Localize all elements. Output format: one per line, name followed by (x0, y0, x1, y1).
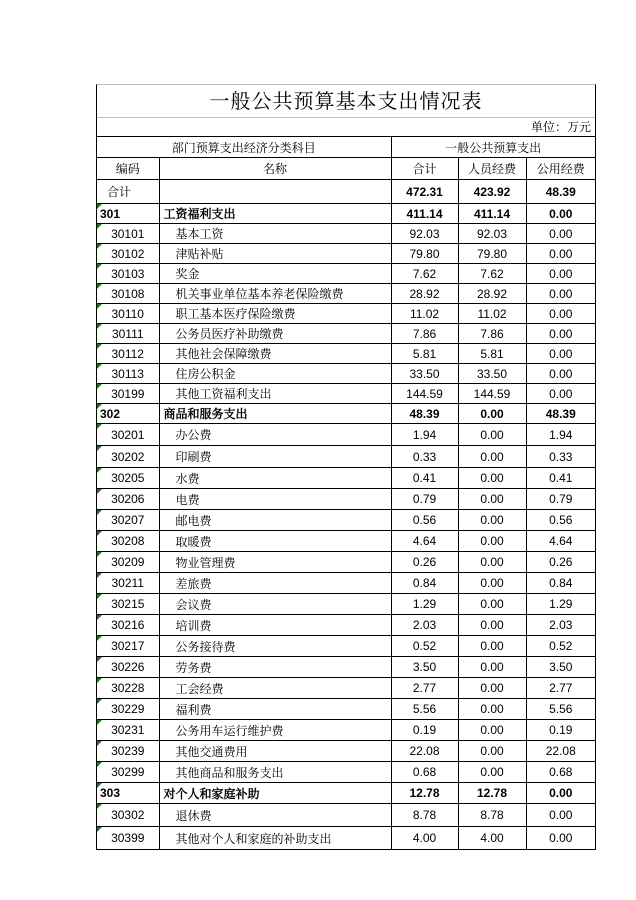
row-name: 基本工资 (159, 224, 391, 244)
total-name-empty (159, 180, 391, 204)
total-label: 合计 (97, 180, 159, 204)
row-code: 30229 (97, 699, 159, 720)
table-row (97, 510, 595, 531)
row-name: 公务员医疗补助缴费 (159, 324, 391, 344)
row-code: 30111 (97, 324, 159, 344)
cell-indicator-icon (97, 783, 102, 788)
cell-indicator-icon (97, 224, 102, 229)
row-total: 92.03 (391, 224, 458, 244)
row-total: 22.08 (391, 741, 458, 762)
row-total: 2.77 (391, 678, 458, 699)
row-personnel: 4.00 (458, 827, 526, 850)
cell-indicator-icon (97, 468, 102, 473)
cell-indicator-icon (97, 678, 102, 683)
row-code: 301 (97, 204, 159, 224)
table-row (97, 720, 595, 741)
table-row (97, 344, 595, 364)
table-row (97, 489, 595, 510)
row-name: 邮电费 (159, 510, 391, 531)
row-total: 0.79 (391, 489, 458, 510)
table-row (97, 244, 595, 264)
header-public: 公用经费 (526, 158, 595, 180)
row-name: 其他对个人和家庭的补助支出 (159, 827, 391, 850)
row-name: 职工基本医疗保险缴费 (159, 304, 391, 324)
table-row (97, 573, 595, 594)
row-personnel: 0.00 (458, 594, 526, 615)
cell-indicator-icon (97, 573, 102, 578)
table-row (97, 762, 595, 783)
row-code: 30216 (97, 615, 159, 636)
row-public: 0.68 (526, 762, 595, 783)
row-personnel: 0.00 (458, 741, 526, 762)
row-personnel: 0.00 (458, 573, 526, 594)
table-row (97, 531, 595, 552)
table-row (97, 284, 595, 304)
row-code: 30201 (97, 424, 159, 446)
row-personnel: 8.78 (458, 804, 526, 827)
row-code: 30113 (97, 364, 159, 384)
cell-indicator-icon (97, 424, 102, 429)
row-public: 0.00 (526, 324, 595, 344)
unit-label: 单位：万元 (97, 118, 595, 137)
table-row (97, 384, 595, 404)
row-public: 0.56 (526, 510, 595, 531)
row-public: 0.00 (526, 244, 595, 264)
header-name: 名称 (159, 158, 391, 180)
row-personnel: 0.00 (458, 636, 526, 657)
header-total: 合计 (391, 158, 458, 180)
table-row (97, 678, 595, 699)
row-total: 0.56 (391, 510, 458, 531)
header-category: 部门预算支出经济分类科目 (97, 137, 391, 158)
row-public: 0.84 (526, 573, 595, 594)
row-name: 其他交通费用 (159, 741, 391, 762)
row-code: 30208 (97, 531, 159, 552)
row-total: 7.86 (391, 324, 458, 344)
budget-table (97, 137, 595, 850)
row-code: 30202 (97, 446, 159, 468)
row-public: 0.79 (526, 489, 595, 510)
row-total: 3.50 (391, 657, 458, 678)
row-total: 0.84 (391, 573, 458, 594)
row-public: 0.00 (526, 783, 595, 804)
row-total: 1.94 (391, 424, 458, 446)
row-personnel: 0.00 (458, 615, 526, 636)
row-total: 7.62 (391, 264, 458, 284)
row-public: 1.29 (526, 594, 595, 615)
row-total: 33.50 (391, 364, 458, 384)
row-code: 30239 (97, 741, 159, 762)
cell-indicator-icon (97, 552, 102, 557)
table-row (97, 804, 595, 827)
row-name: 工会经费 (159, 678, 391, 699)
row-total: 28.92 (391, 284, 458, 304)
row-name: 其他社会保障缴费 (159, 344, 391, 364)
row-total: 0.26 (391, 552, 458, 573)
row-public: 22.08 (526, 741, 595, 762)
table-row (97, 741, 595, 762)
table-row (97, 636, 595, 657)
row-total: 5.81 (391, 344, 458, 364)
row-public: 0.19 (526, 720, 595, 741)
total-public: 48.39 (526, 180, 595, 204)
table-row (97, 324, 595, 344)
row-code: 30228 (97, 678, 159, 699)
cell-indicator-icon (97, 699, 102, 704)
row-name: 公务接待费 (159, 636, 391, 657)
cell-indicator-icon (97, 284, 102, 289)
row-public: 0.00 (526, 364, 595, 384)
table-row (97, 224, 595, 244)
row-total: 411.14 (391, 204, 458, 224)
row-code: 30199 (97, 384, 159, 404)
row-total: 48.39 (391, 404, 458, 424)
cell-indicator-icon (97, 489, 102, 494)
row-name: 商品和服务支出 (159, 404, 391, 424)
cell-indicator-icon (97, 657, 102, 662)
row-public: 1.94 (526, 424, 595, 446)
row-name: 津贴补贴 (159, 244, 391, 264)
row-code: 30108 (97, 284, 159, 304)
row-public: 5.56 (526, 699, 595, 720)
row-name: 取暖费 (159, 531, 391, 552)
row-code: 30112 (97, 344, 159, 364)
row-code: 30102 (97, 244, 159, 264)
cell-indicator-icon (97, 720, 102, 725)
row-name: 机关事业单位基本养老保险缴费 (159, 284, 391, 304)
cell-indicator-icon (97, 636, 102, 641)
row-personnel: 411.14 (458, 204, 526, 224)
row-personnel: 0.00 (458, 468, 526, 489)
row-public: 0.00 (526, 284, 595, 304)
cell-indicator-icon (97, 827, 102, 832)
table-row (97, 264, 595, 284)
row-public: 0.52 (526, 636, 595, 657)
row-personnel: 5.81 (458, 344, 526, 364)
cell-indicator-icon (97, 244, 102, 249)
table-row (97, 594, 595, 615)
row-total: 1.29 (391, 594, 458, 615)
row-total: 5.56 (391, 699, 458, 720)
cell-indicator-icon (97, 446, 102, 451)
row-name: 劳务费 (159, 657, 391, 678)
row-name: 培训费 (159, 615, 391, 636)
row-name: 电费 (159, 489, 391, 510)
row-personnel: 0.00 (458, 720, 526, 741)
row-code: 30217 (97, 636, 159, 657)
row-code: 30215 (97, 594, 159, 615)
row-public: 0.26 (526, 552, 595, 573)
header-code: 编码 (97, 158, 159, 180)
category-row (97, 783, 595, 804)
row-personnel: 0.00 (458, 531, 526, 552)
cell-indicator-icon (97, 344, 102, 349)
row-personnel: 7.86 (458, 324, 526, 344)
row-public: 0.00 (526, 827, 595, 850)
row-name: 奖金 (159, 264, 391, 284)
table-row (97, 657, 595, 678)
row-name: 福利费 (159, 699, 391, 720)
row-public: 0.00 (526, 344, 595, 364)
row-public: 0.00 (526, 224, 595, 244)
row-personnel: 28.92 (458, 284, 526, 304)
row-total: 8.78 (391, 804, 458, 827)
table-row (97, 615, 595, 636)
row-public: 0.33 (526, 446, 595, 468)
table-row (97, 424, 595, 446)
row-public: 4.64 (526, 531, 595, 552)
row-code: 302 (97, 404, 159, 424)
table-row (97, 552, 595, 573)
row-code: 30209 (97, 552, 159, 573)
header-row-columns (97, 158, 595, 180)
total-personnel: 423.92 (458, 180, 526, 204)
row-personnel: 11.02 (458, 304, 526, 324)
budget-sheet (96, 84, 596, 850)
cell-indicator-icon (97, 264, 102, 269)
row-total: 4.00 (391, 827, 458, 850)
row-personnel: 144.59 (458, 384, 526, 404)
row-code: 30207 (97, 510, 159, 531)
row-name: 住房公积金 (159, 364, 391, 384)
header-row-group (97, 137, 595, 158)
row-code: 30299 (97, 762, 159, 783)
row-total: 0.19 (391, 720, 458, 741)
row-total: 79.80 (391, 244, 458, 264)
row-name: 物业管理费 (159, 552, 391, 573)
row-total: 12.78 (391, 783, 458, 804)
row-public: 2.77 (526, 678, 595, 699)
row-name: 会议费 (159, 594, 391, 615)
table-row (97, 827, 595, 850)
row-code: 30231 (97, 720, 159, 741)
row-personnel: 0.00 (458, 446, 526, 468)
table-row (97, 468, 595, 489)
row-name: 差旅费 (159, 573, 391, 594)
row-total: 11.02 (391, 304, 458, 324)
row-total: 4.64 (391, 531, 458, 552)
cell-indicator-icon (97, 404, 102, 409)
row-total: 0.33 (391, 446, 458, 468)
row-personnel: 0.00 (458, 657, 526, 678)
row-name: 印刷费 (159, 446, 391, 468)
cell-indicator-icon (97, 804, 102, 809)
row-code: 30302 (97, 804, 159, 827)
cell-indicator-icon (97, 364, 102, 369)
table-row (97, 699, 595, 720)
row-code: 30103 (97, 264, 159, 284)
row-total: 0.41 (391, 468, 458, 489)
row-public: 2.03 (526, 615, 595, 636)
table-row (97, 304, 595, 324)
row-personnel: 33.50 (458, 364, 526, 384)
row-code: 303 (97, 783, 159, 804)
row-public: 0.00 (526, 264, 595, 284)
row-total: 0.52 (391, 636, 458, 657)
row-public: 0.41 (526, 468, 595, 489)
table-row (97, 446, 595, 468)
category-row (97, 204, 595, 224)
total-row (97, 180, 595, 204)
row-name: 对个人和家庭补助 (159, 783, 391, 804)
cell-indicator-icon (97, 204, 102, 209)
row-public: 0.00 (526, 384, 595, 404)
row-personnel: 0.00 (458, 489, 526, 510)
row-name: 工资福利支出 (159, 204, 391, 224)
table-body (97, 137, 595, 850)
row-code: 30110 (97, 304, 159, 324)
row-personnel: 7.62 (458, 264, 526, 284)
row-total: 2.03 (391, 615, 458, 636)
row-code: 30101 (97, 224, 159, 244)
row-personnel: 0.00 (458, 510, 526, 531)
row-name: 其他商品和服务支出 (159, 762, 391, 783)
row-personnel: 12.78 (458, 783, 526, 804)
row-code: 30226 (97, 657, 159, 678)
category-row (97, 404, 595, 424)
row-code: 30211 (97, 573, 159, 594)
header-budget: 一般公共预算支出 (391, 137, 595, 158)
row-total: 0.68 (391, 762, 458, 783)
cell-indicator-icon (97, 324, 102, 329)
row-name: 其他工资福利支出 (159, 384, 391, 404)
row-personnel: 0.00 (458, 699, 526, 720)
row-personnel: 0.00 (458, 404, 526, 424)
cell-indicator-icon (97, 304, 102, 309)
row-personnel: 92.03 (458, 224, 526, 244)
row-personnel: 79.80 (458, 244, 526, 264)
cell-indicator-icon (97, 615, 102, 620)
row-code: 30206 (97, 489, 159, 510)
cell-indicator-icon (97, 594, 102, 599)
cell-indicator-icon (97, 531, 102, 536)
cell-indicator-icon (97, 741, 102, 746)
row-public: 0.00 (526, 304, 595, 324)
row-name: 退休费 (159, 804, 391, 827)
row-personnel: 0.00 (458, 424, 526, 446)
row-public: 0.00 (526, 204, 595, 224)
row-code: 30205 (97, 468, 159, 489)
cell-indicator-icon (97, 510, 102, 515)
header-personnel: 人员经费 (458, 158, 526, 180)
row-name: 办公费 (159, 424, 391, 446)
row-personnel: 0.00 (458, 762, 526, 783)
cell-indicator-icon (97, 762, 102, 767)
row-name: 水费 (159, 468, 391, 489)
row-public: 48.39 (526, 404, 595, 424)
row-name: 公务用车运行维护费 (159, 720, 391, 741)
cell-indicator-icon (97, 384, 102, 389)
table-row (97, 364, 595, 384)
row-personnel: 0.00 (458, 678, 526, 699)
row-public: 3.50 (526, 657, 595, 678)
row-public: 0.00 (526, 804, 595, 827)
table-title: 一般公共预算基本支出情况表 (97, 85, 595, 118)
row-personnel: 0.00 (458, 552, 526, 573)
total-total: 472.31 (391, 180, 458, 204)
row-total: 144.59 (391, 384, 458, 404)
row-code: 30399 (97, 827, 159, 850)
